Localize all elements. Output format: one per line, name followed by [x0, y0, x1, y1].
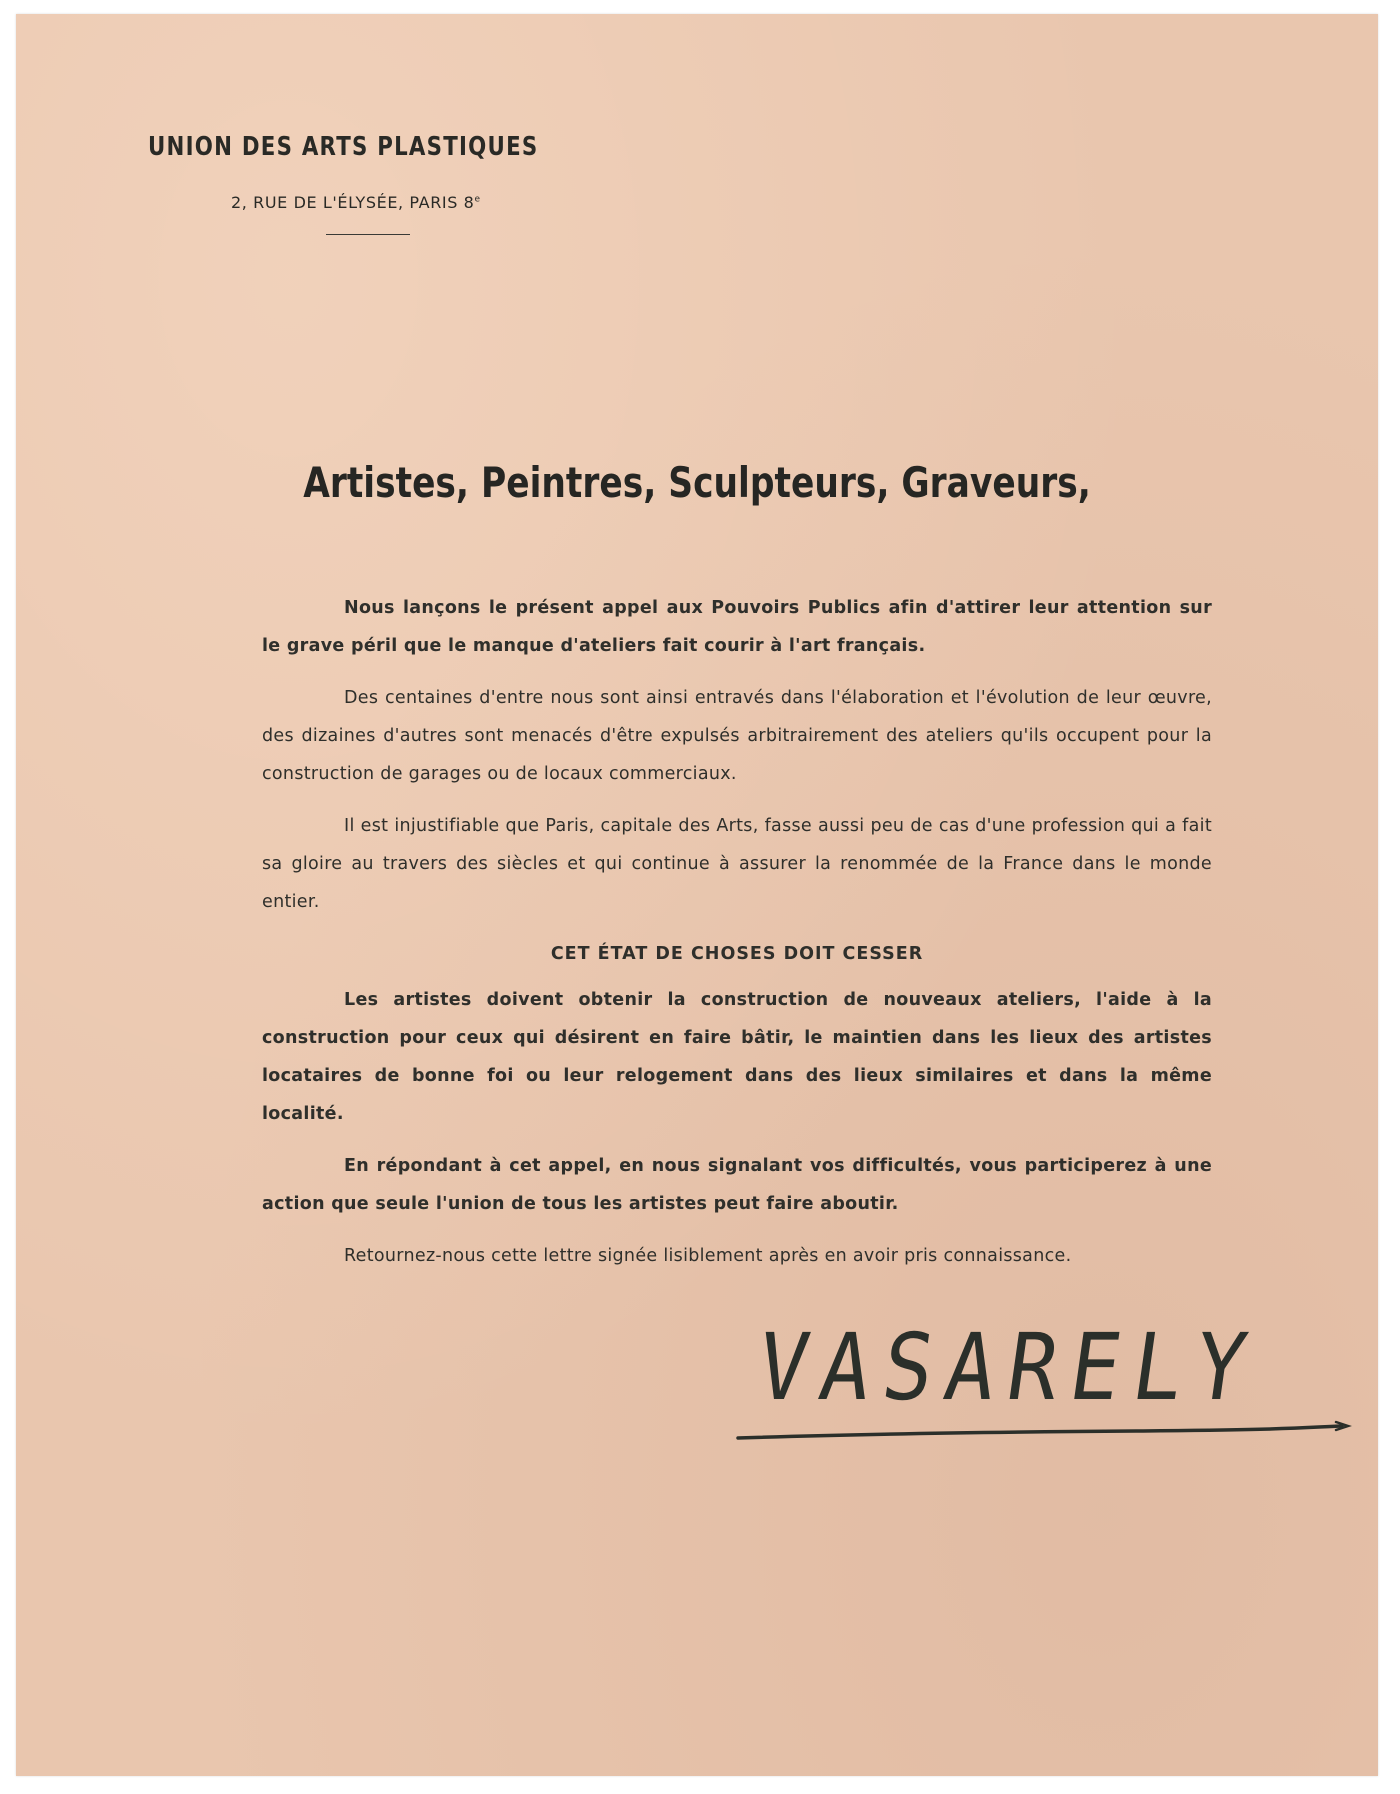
organization-name: UNION DES ARTS PLASTIQUES	[148, 132, 539, 162]
paragraph-situation: Des centaines d'entre nous sont ainsi entravés dans l'élaboration et l'évolution de leur œuvre, des dizaines d'autres sont menacés d'être expulsés arbitrairement des ateliers qu'ils occupent pour la construction de garages ou de locaux commerciaux.	[262, 688, 1212, 784]
address-text: 2, RUE DE L'ÉLYSÉE, PARIS 8	[231, 193, 475, 212]
subheading-cease: CET ÉTAT DE CHOSES DOIT CESSER	[550, 944, 924, 964]
paragraph-injustice: Il est injustifiable que Paris, capitale des Arts, fasse aussi peu de cas d'une profession qui a fait sa gloire au travers des siècles et qui continue à assurer la renommée de la France dans le monde entier.	[262, 816, 1212, 912]
signature	[736, 1304, 1356, 1464]
signature-text: VASARELY	[750, 1314, 1266, 1421]
paragraph-return-instructions: Retournez-nous cette lettre signée lisiblement après en avoir pris connaissance.	[344, 1246, 1072, 1266]
page-title: Artistes, Peintres, Sculpteurs, Graveurs,	[303, 458, 1091, 507]
address-suffix: e	[474, 194, 481, 205]
paragraph-demands: Les artistes doivent obtenir la construction de nouveaux ateliers, l'aide à la construction pour ceux qui désirent en faire bâtir, le maintien dans les lieux des artistes locataires de bonne foi ou leur relogement dans des lieux similaires et dans la même localité.	[262, 990, 1212, 1124]
organization-address	[231, 193, 481, 212]
paragraph-call-to-action: En répondant à cet appel, en nous signalant vos difficultés, vous participerez à une action que seule l'union de tous les artistes peut faire aboutir.	[262, 1156, 1212, 1214]
header-divider	[326, 234, 410, 235]
letter-sheet	[16, 14, 1378, 1776]
letter-body	[262, 589, 1212, 1289]
paragraph-appeal: Nous lançons le présent appel aux Pouvoirs Publics afin d'attirer leur attention sur le grave péril que le manque d'ateliers fait courir à l'art français.	[262, 598, 1212, 656]
signature-underline	[736, 1414, 1356, 1454]
